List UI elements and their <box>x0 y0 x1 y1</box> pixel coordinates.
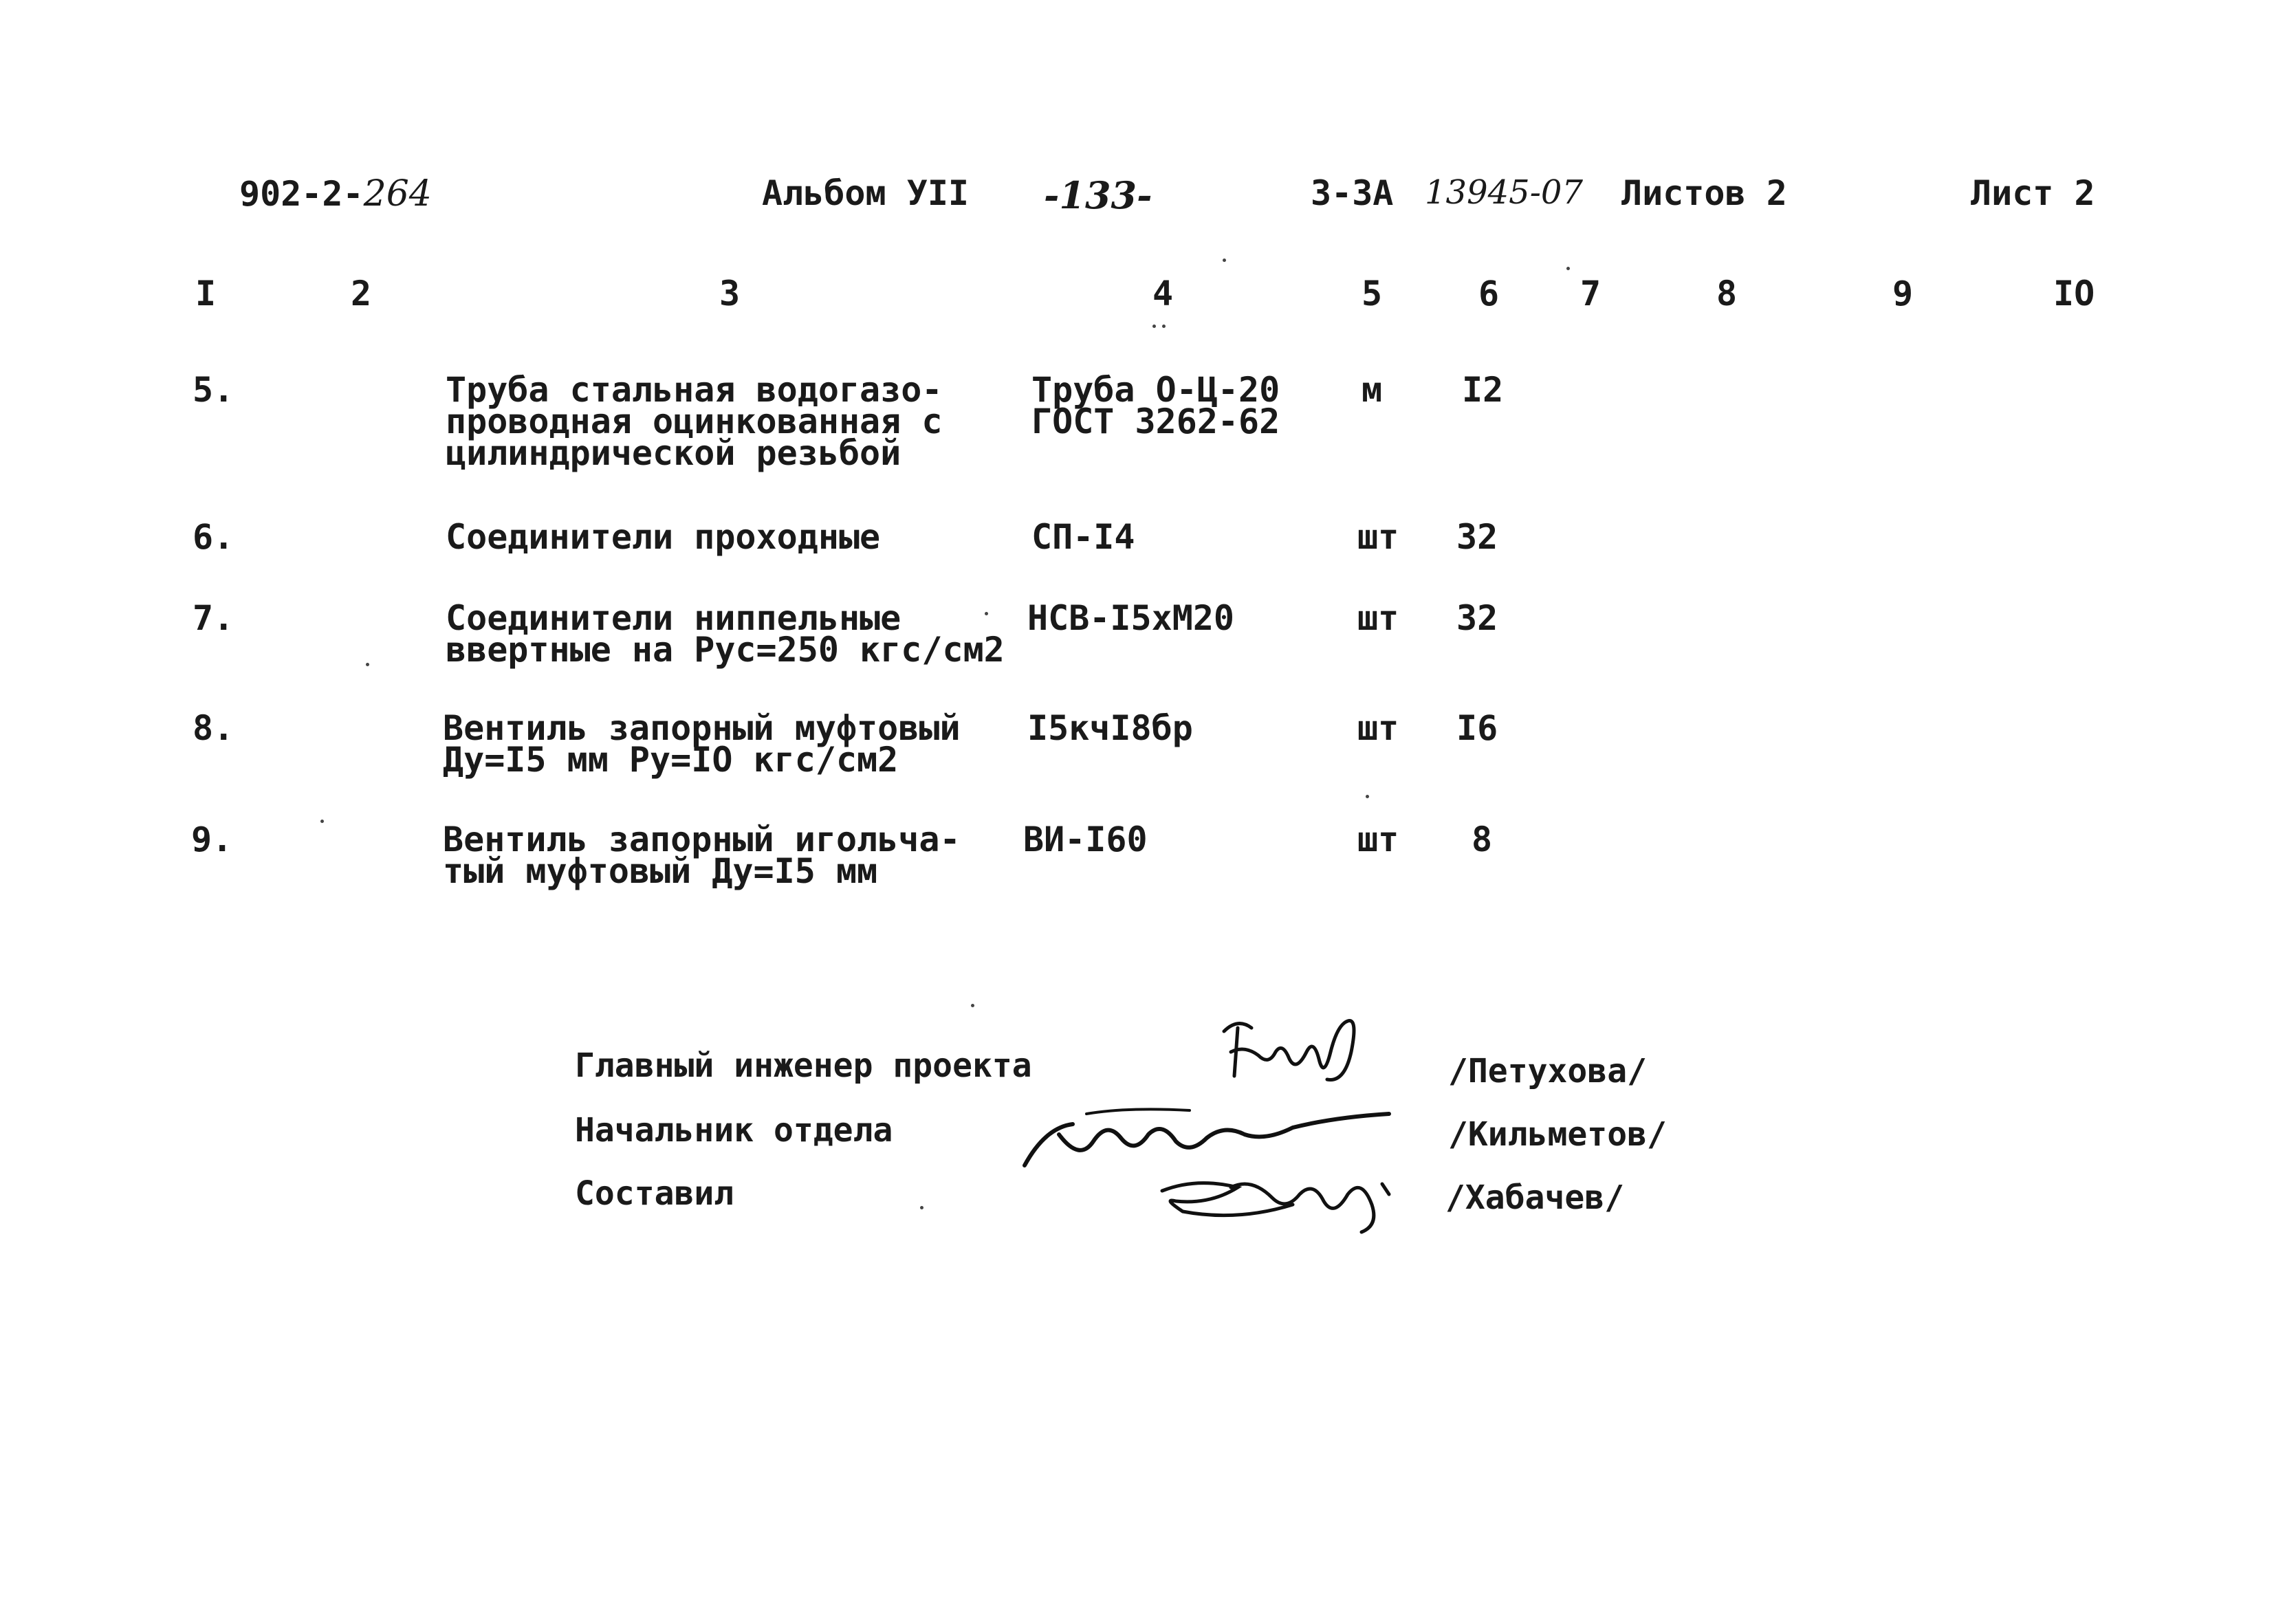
project-code-handwritten: 264 <box>363 173 432 215</box>
item-designation: I5кчI8бр <box>1027 708 1193 748</box>
item-quantity: 32 <box>1456 598 1498 638</box>
scan-speck <box>320 820 324 823</box>
item-name: Соединители проходные <box>446 517 881 557</box>
item-unit: шт <box>1357 598 1399 638</box>
item-unit: шт <box>1357 517 1399 557</box>
sheets-total: Листов 2 <box>1621 173 1787 213</box>
signature-name-chief-engineer: /Петухова/ <box>1448 1052 1647 1090</box>
item-quantity: I2 <box>1462 370 1504 410</box>
item-unit: шт <box>1357 820 1399 859</box>
signature-role-compiler: Составил <box>575 1174 734 1213</box>
column-header-5: 5 <box>1362 274 1383 314</box>
item-designation: Труба О-Ц-20 ГОСТ 3262-62 <box>1031 370 1280 441</box>
order-number: 13945-07 <box>1425 173 1583 212</box>
scan-speck <box>1566 267 1570 270</box>
row-number: 7. <box>193 598 234 638</box>
scan-speck <box>1162 325 1166 328</box>
item-quantity: 32 <box>1456 517 1498 557</box>
column-header-4: 4 <box>1152 274 1174 314</box>
item-unit: шт <box>1357 708 1399 748</box>
item-quantity: I6 <box>1456 708 1498 748</box>
item-name: Соединители ниппельные ввертные на Рус=250 кгс/см2 <box>446 598 1005 670</box>
handwritten-signature-chief-engineer <box>1210 1004 1375 1107</box>
page-number: -133- <box>1044 173 1152 217</box>
column-header-6: 6 <box>1478 274 1500 314</box>
item-quantity: 8 <box>1472 820 1493 859</box>
column-header-9: 9 <box>1892 274 1914 314</box>
column-header-10: IO <box>2053 274 2095 314</box>
signature-name-department-head: /Кильметов/ <box>1448 1115 1667 1154</box>
project-code <box>239 173 432 215</box>
scan-speck <box>366 663 369 666</box>
row-number: 6. <box>193 517 234 557</box>
item-unit: м <box>1362 370 1383 410</box>
column-header-3: 3 <box>719 274 741 314</box>
scan-speck <box>971 1004 974 1007</box>
handwritten-signature-compiler <box>1155 1163 1403 1239</box>
album-label: Альбом УII <box>762 173 970 213</box>
row-number: 9. <box>191 820 233 859</box>
scan-speck <box>985 612 988 615</box>
row-number: 8. <box>193 708 234 748</box>
sheet-number: Лист 2 <box>1971 173 2095 213</box>
column-header-8: 8 <box>1716 274 1738 314</box>
row-number: 5. <box>193 370 234 410</box>
item-designation: ВИ-I60 <box>1023 820 1148 859</box>
signature-name-compiler: /Хабачев/ <box>1445 1178 1625 1217</box>
item-name: Вентиль запорный игольча- тый муфтовый Ду=I5 мм <box>443 820 961 891</box>
item-name: Вентиль запорный муфтовый Ду=I5 мм Ру=IO кгс/см2 <box>443 708 961 780</box>
item-designation: НСВ-I5хМ20 <box>1027 598 1235 638</box>
scan-speck <box>920 1206 923 1209</box>
signature-role-chief-engineer: Главный инженер проекта <box>575 1046 1032 1085</box>
scan-speck <box>1223 259 1226 262</box>
column-header-2: 2 <box>351 274 372 314</box>
item-designation: СП-I4 <box>1031 517 1135 557</box>
copy-code: 3-3А <box>1311 173 1394 213</box>
item-name: Труба стальная водогазо- проводная оцинкованная с цилиндрической резьбой <box>446 370 943 473</box>
signature-role-department-head: Начальник отдела <box>575 1111 893 1150</box>
column-header-1: I <box>195 274 217 314</box>
scan-speck <box>1366 795 1369 798</box>
project-code-printed: 902-2- <box>239 174 364 214</box>
column-header-7: 7 <box>1580 274 1601 314</box>
scan-speck <box>1152 325 1156 328</box>
